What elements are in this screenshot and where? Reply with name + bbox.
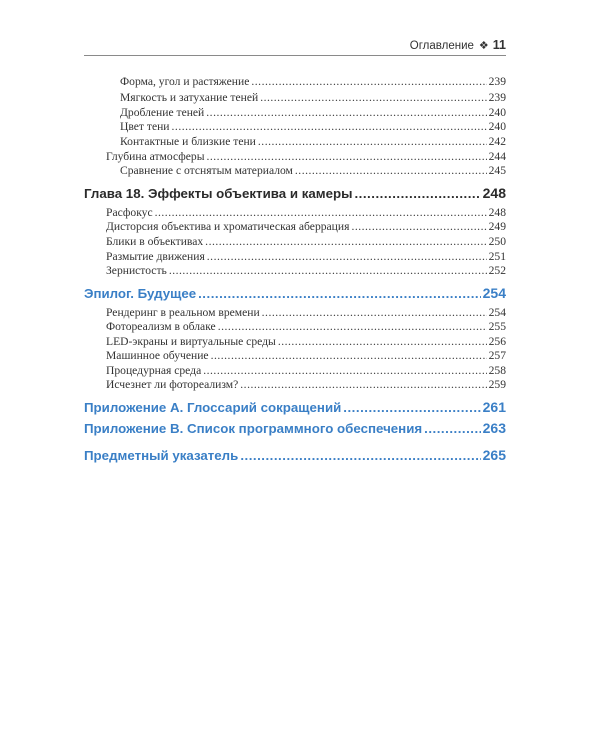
toc-entry: [106, 349, 506, 362]
toc-entry-title: Исчезнет ли фотореализм?: [106, 378, 239, 391]
toc-entry-page: 248: [482, 185, 506, 201]
toc-entry-title: Приложение B. Список программного обеспечения: [84, 421, 423, 436]
dot-leader: [295, 164, 487, 177]
toc-entry: [120, 164, 506, 177]
toc-entry: [106, 150, 506, 163]
toc-entry-page: 259: [488, 378, 506, 391]
dot-leader: [203, 364, 486, 377]
toc-chapter-entry: [84, 285, 506, 301]
toc-entry-title: Эпилог. Будущее: [84, 286, 197, 301]
toc-entry-title: Дисторсия объектива и хроматическая аберрация: [106, 220, 350, 233]
dot-leader: [218, 320, 487, 333]
toc-entry: [120, 120, 506, 133]
dot-leader: [351, 220, 486, 233]
dot-leader: [343, 400, 480, 415]
dot-leader: [262, 306, 487, 319]
toc-entry-title: Контактные и близкие тени: [120, 135, 256, 148]
toc-entry-title: Расфокус: [106, 206, 153, 219]
toc-entry-title: Фотореализм в облаке: [106, 320, 216, 333]
toc-entry-page: 240: [488, 120, 506, 133]
running-header: [84, 38, 506, 52]
toc-entry-page: 256: [488, 335, 506, 348]
dot-leader: [211, 349, 487, 362]
dot-leader: [206, 106, 486, 119]
toc-entry: [106, 235, 506, 248]
toc-entry-title: Приложение А. Глоссарий сокращений: [84, 400, 342, 415]
toc-entry-title: Блики в объективах: [106, 235, 204, 248]
toc-entry-title: Глава 18. Эффекты объектива и камеры: [84, 186, 353, 201]
toc-chapter-entry: [84, 185, 506, 201]
diamond-ornament-icon: ❖: [478, 40, 489, 52]
toc-entry: [120, 135, 506, 148]
toc-entry: [106, 206, 506, 219]
toc-entry-title: Зернистость: [106, 264, 167, 277]
toc-entry: [106, 320, 506, 333]
header-section-title: Оглавление: [409, 40, 474, 52]
toc-entry-page: 239: [488, 91, 506, 104]
toc-entry: [106, 306, 506, 319]
dot-leader: [240, 378, 486, 391]
dot-leader: [260, 91, 486, 104]
toc-entry-page: 240: [488, 106, 506, 119]
dot-leader: [155, 206, 487, 219]
dot-leader: [205, 235, 486, 248]
toc-entry-title: Мягкость и затухание теней: [120, 91, 259, 104]
toc-entry-title: LED-экраны и виртуальные среды: [106, 335, 276, 348]
toc-entry-title: Рендеринг в реальном времени: [106, 306, 260, 319]
toc-entry-page: 239: [488, 75, 506, 88]
toc-entry-title: Предметный указатель: [84, 448, 239, 463]
toc-entry: [120, 106, 506, 119]
toc-entry-page: 258: [488, 364, 506, 377]
toc-entry-page: 261: [482, 399, 506, 415]
toc-entry-page: 250: [488, 235, 506, 248]
toc-entry: [106, 264, 506, 277]
toc-chapter-entry: [84, 447, 506, 463]
dot-leader: [198, 286, 481, 301]
toc-chapter-entry: [84, 399, 506, 415]
toc-entry-title: Сравнение с отснятым материалом: [120, 164, 293, 177]
toc-entry-page: 265: [482, 447, 506, 463]
toc-entry: [106, 378, 506, 391]
toc-entry-page: 249: [488, 220, 506, 233]
toc-entry-page: 244: [488, 150, 506, 163]
dot-leader: [278, 335, 487, 348]
toc-entry-page: 242: [488, 135, 506, 148]
toc-entry-title: Размытие движения: [106, 250, 205, 263]
toc-entry: [106, 250, 506, 263]
toc-entry: [120, 75, 506, 88]
toc-entry-page: 245: [488, 164, 506, 177]
dot-leader: [424, 421, 480, 436]
dot-leader: [251, 75, 486, 88]
toc-entry-page: 263: [482, 420, 506, 436]
toc-entry: [106, 364, 506, 377]
toc-entry-title: Дробление теней: [120, 106, 205, 119]
dot-leader: [258, 135, 487, 148]
toc-entry-page: 255: [488, 320, 506, 333]
dot-leader: [172, 120, 487, 133]
toc-entry: [106, 335, 506, 348]
dot-leader: [240, 448, 480, 463]
toc-entry-page: 251: [488, 250, 506, 263]
toc-entry-title: Глубина атмосферы: [106, 150, 205, 163]
toc-entry-page: 254: [488, 306, 506, 319]
dot-leader: [206, 150, 486, 163]
toc-entry-title: Цвет тени: [120, 120, 170, 133]
toc-entry-page: 248: [488, 206, 506, 219]
header-page-number: 11: [492, 38, 506, 52]
dot-leader: [354, 186, 480, 201]
dot-leader: [207, 250, 487, 263]
toc-entry-title: Форма, угол и растяжение: [120, 75, 250, 88]
toc-entry-title: Процедурная среда: [106, 364, 202, 377]
toc-entry-page: 257: [488, 349, 506, 362]
toc-entry-page: 252: [488, 264, 506, 277]
toc-entry: [120, 91, 506, 104]
toc-entry-page: 254: [482, 285, 506, 301]
dot-leader: [169, 264, 487, 277]
toc-entry: [106, 220, 506, 233]
header-rule: [84, 55, 506, 56]
toc-entry-title: Машинное обучение: [106, 349, 209, 362]
toc-chapter-entry: [84, 420, 506, 436]
